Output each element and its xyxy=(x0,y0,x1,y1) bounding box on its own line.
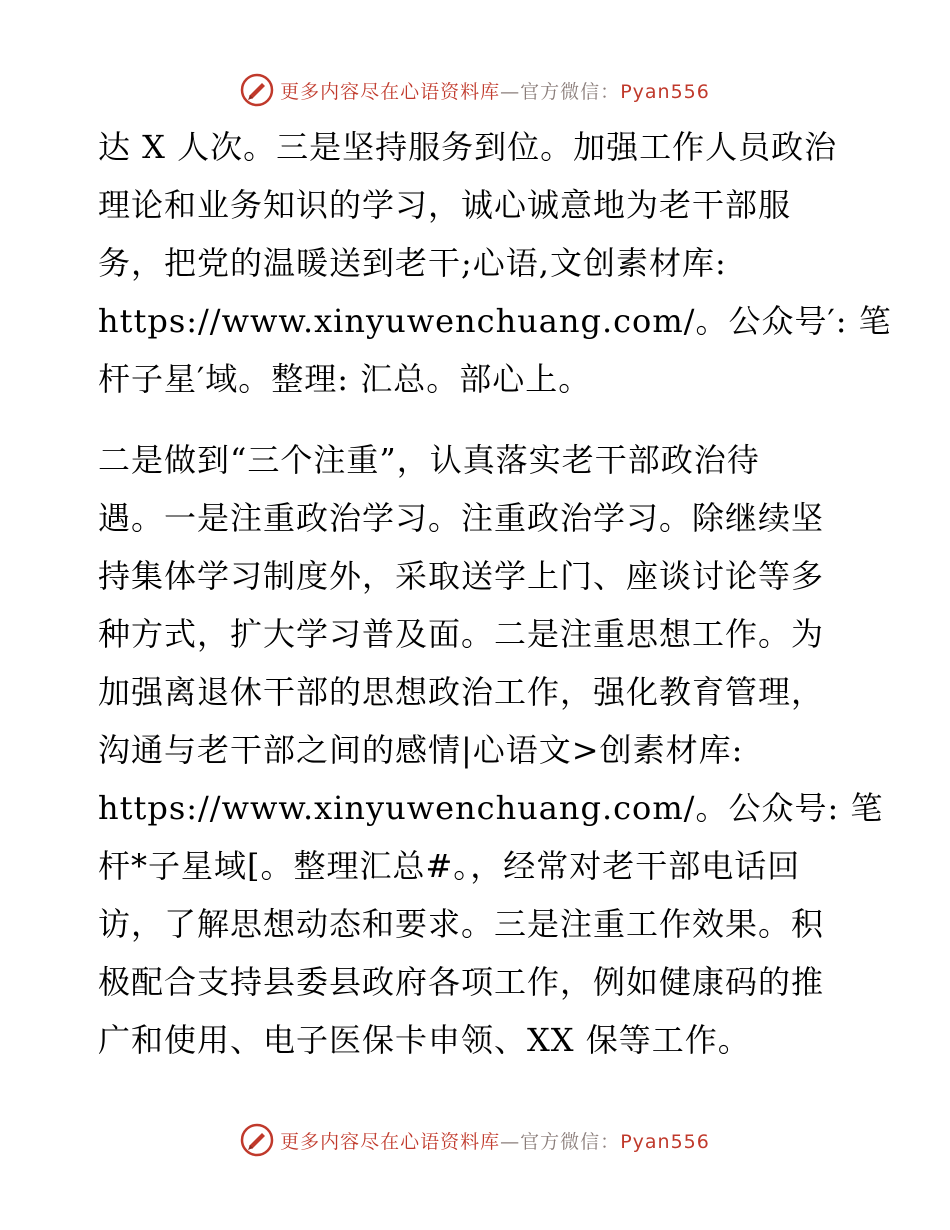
banner-wechat-label: 官方微信： xyxy=(520,1130,621,1153)
document-body xyxy=(98,118,892,1069)
paragraph-2 xyxy=(98,431,884,1069)
banner-main-text: 更多内容尽在心语资料库 xyxy=(280,80,501,103)
banner-text xyxy=(280,77,710,104)
banner-wechat-id: Pyan556 xyxy=(620,80,710,103)
text-line: 杆*子星域[。整理汇总#。，经常对老干部电话回 xyxy=(98,847,801,885)
text-line: 加强离退休干部的思想政治工作，强化教育管理， xyxy=(98,673,825,711)
banner-dash: — xyxy=(500,80,521,103)
banner-text xyxy=(280,1127,710,1154)
text-line: 二是做到“三个注重”，认真落实老干部政治待 xyxy=(98,441,760,479)
header-watermark-banner xyxy=(0,70,950,110)
paragraph-1 xyxy=(98,118,892,408)
text-line: https://www.xinyuwenchuang.com/。公众号′: 笔 xyxy=(98,302,892,340)
text-line: https://www.xinyuwenchuang.com/。公众号: 笔 xyxy=(98,789,884,827)
pen-logo-icon xyxy=(240,1123,274,1157)
text-line: 杆子星′域。整理: 汇总。部心上。 xyxy=(98,360,592,398)
text-line: 达 X 人次。三是坚持服务到位。加强工作人员政治 xyxy=(98,128,838,166)
banner-wechat-id: Pyan556 xyxy=(620,1130,710,1153)
text-line: 访，了解思想动态和要求。三是注重工作效果。积 xyxy=(98,905,825,943)
banner-main-text: 更多内容尽在心语资料库 xyxy=(280,1130,501,1153)
footer-watermark-banner xyxy=(0,1120,950,1160)
banner-wechat-label: 官方微信： xyxy=(520,80,621,103)
banner-dash: — xyxy=(500,1130,521,1153)
text-line: 极配合支持县委县政府各项工作，例如健康码的推 xyxy=(98,963,825,1001)
text-line: 务，把党的温暖送到老干;心语,文创素材库: xyxy=(98,244,727,282)
pen-logo-icon xyxy=(240,73,274,107)
text-line: 种方式，扩大学习普及面。二是注重思想工作。为 xyxy=(98,615,825,653)
text-line: 广和使用、电子医保卡申领、XX 保等工作。 xyxy=(98,1021,751,1059)
paragraph-spacer xyxy=(98,408,858,431)
text-line: 遇。一是注重政治学习。注重政治学习。除继续坚 xyxy=(98,499,825,537)
text-line: 沟通与老干部之间的感情|心语文>创素材库: xyxy=(98,731,744,769)
text-line: 理论和业务知识的学习，诚心诚意地为老干部服 xyxy=(98,186,792,224)
text-line: 持集体学习制度外，采取送学上门、座谈讨论等多 xyxy=(98,557,825,595)
